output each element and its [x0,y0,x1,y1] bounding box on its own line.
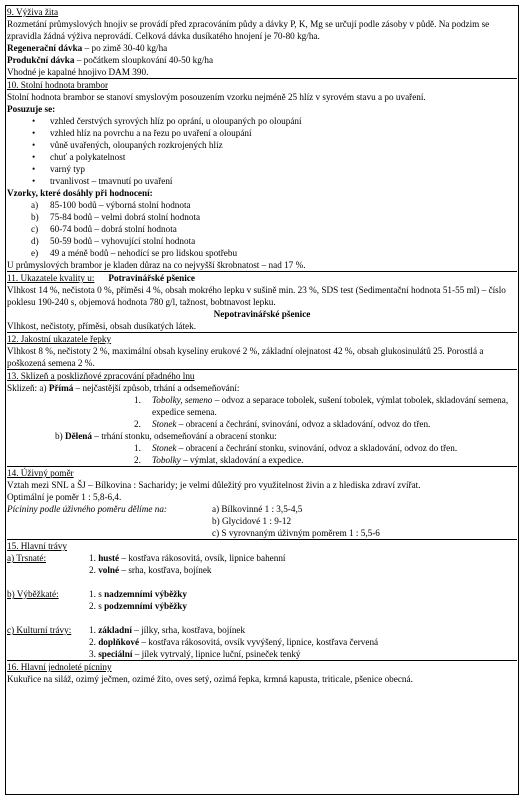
grass-row: b) Výběžkaté: 1. s nadzemními výběžky [7,589,188,599]
list-item: • trvanlivost – tmavnutí po uvaření [7,175,517,187]
paragraph: Vztah mezi SNL a ŠJ – Bílkovina : Sacharidy; je velmi důležitý pro využitelnost živin a z hlediska zdraví zvířat. [7,480,421,490]
section-13 [7,370,517,467]
grass-row: 3. speciální – jílek vytrvalý, lipnice luční, psineček tenký [89,649,301,659]
ratio-row: Pícininy podle úživného poměru dělíme na: a) Bílkovinné 1 : 3,5-4,5 [7,504,303,514]
paragraph: Optimální je poměr 1 : 5,8-6,4. [7,492,122,502]
grass-row: c) Kulturní trávy: 1. základní – jílky, srha, kostřava, bojínek [7,625,246,635]
paragraph: Rozmetání průmyslových hnojiv se provádí před zpracováním půdy a dávky P, K, Mg se určují podle zásoby v půdě. Na podzim se zpravidla žádná výživa neprovádí. Celková dávka dusíkatého hnojení je 70-80 kg/ha. [7,19,490,41]
score-list [7,199,517,259]
section-12 [7,333,517,370]
list-item: 1. Tobolky, semeno – odvoz a separace tobolek, sušení tobolek, výmlat tobolek, skladování semena, expedice semena. [134,395,509,417]
paragraph: Vhodné je kapalné hnojivo DAM 390. [7,67,149,77]
label: Vzorky, které dosáhly při hodnocení: [7,188,153,198]
paragraph: U průmyslových brambor je kladen důraz na co nejvyšší škrobnatost – nad 17 %. [7,260,306,270]
list-item: e) 49 a méně bodů – nehodící se pro lidskou spotřebu [31,248,238,258]
grass-row: 2. doplňkové – kostřava rákosovitá, ovsík vyvýšený, lipnice, kostřava červená [89,637,379,647]
paragraph: b) Dělená – trhání stonku, odsemeňování a obracení stonku: [55,431,277,441]
label: Posuzuje se: [7,104,56,114]
list-item: 1. Stonek – obracení a čechrání stonku, svinování, odvoz a skladování, odvoz do třen. [134,443,458,453]
paragraph: Vlhkost 14 %, nečistota 0 %, příměsi 4 %, obsah mokrého lepku v sušině min. 23 %, SDS test (Sedimentační hodnota 51-55 ml) – číslo poklesu 190-240 s, objemová hodnota 780 g/l, tažnost, bobtnavost lepku. [7,285,506,307]
section-15 [7,540,517,661]
list-item: • vzhled čerstvých syrových hlíz po oprání, u oloupaných po oloupání [7,115,517,127]
paragraph: Sklizeň: a) Přímá – nejčastější způsob, trhání a odsemeňování: [7,383,240,393]
paragraph: Vlhkost, nečistoty, příměsi, obsah dusíkatých látek. [7,321,196,331]
paragraph: Kukuřice na siláž, ozimý ječmen, ozimé žito, oves setý, ozimá řepka, krmná kapusta, triticale, pšenice obecná. [7,674,413,684]
list-item: • chuť a polykatelnost [7,151,517,163]
grass-row: 2. volné – srha, kostřava, bojínek [89,565,212,575]
section-title: 12. Jakostní ukazatele řepky [7,334,112,344]
section-title: 10. Stolní hodnota brambor [7,80,109,90]
section-title-row: 11. Ukazatele kvality u: Potravinářské pšenice [7,273,195,283]
document-page [5,5,519,795]
bullet-list [7,115,517,187]
list-item: b) 75-84 bodů – velmi dobrá stolní hodnota [31,212,201,222]
grass-row: a) Trsnaté: 1. husté – kostřava rákosovitá, ovsík, lipnice bahenní [7,553,286,563]
list-item: • vzhled hlíz na povrchu a na řezu po uvaření a oloupání [7,127,517,139]
paragraph: Vlhkost 8 %, nečistoty 2 %, maximální obsah kyseliny erukové 2 %, základní olejnatost 42 %, obsah glukosinulátů 25. Porostlá a poškozená semena 2 %. [7,346,484,368]
section-title: 9. Výživa žita [7,7,59,17]
subheading: Nepotravinářské pšenice [213,309,311,319]
section-title: 13. Sklizeň a posklizňové zpracování přadného lnu [7,371,195,381]
section-9 [7,6,517,79]
paragraph: Regenerační dávka – po zimě 30-40 kg/ha [7,43,168,53]
section-title: 15. Hlavní trávy [7,541,67,551]
list-item: 2. Stonek – obracení a čechrání, svinování, odvoz a skladování, odvoz do třen. [134,419,431,429]
list-item: a) 85-100 bodů – výborná stolní hodnota [31,200,191,210]
paragraph: Produkční dávka – počátkem sloupkování 40-50 kg/ha [7,55,214,65]
list-item: c) 60-74 bodů – dobrá stolní hodnota [31,224,177,234]
list-item: • vůně uvařených, oloupaných rozkrojených hlíz [7,139,517,151]
ratio-row: c) S vyrovnaným úživným poměrem 1 : 5,5-6 [212,528,380,538]
section-10 [7,79,517,272]
list-item: d) 50-59 bodů – vyhovující stolní hodnota [31,236,196,246]
section-title: 16. Hlavní jednoleté pícniny [7,662,112,672]
section-14 [7,467,517,540]
list-item: • varný typ [7,163,517,175]
section-11 [7,272,517,333]
ratio-row: b) Glycidové 1 : 9-12 [212,516,292,526]
grass-row: 2. s podzemními výběžky [89,601,188,611]
paragraph: Stolní hodnota brambor se stanoví smyslovým posouzením vzorku nejméně 25 hlíz v syrovém stavu a po uvaření. [7,92,426,102]
section-16 [7,661,517,685]
list-item: 2. Tobolky – výmlat, skladování a expedice. [134,455,304,465]
section-title: 14. Úživný poměr [7,468,74,478]
